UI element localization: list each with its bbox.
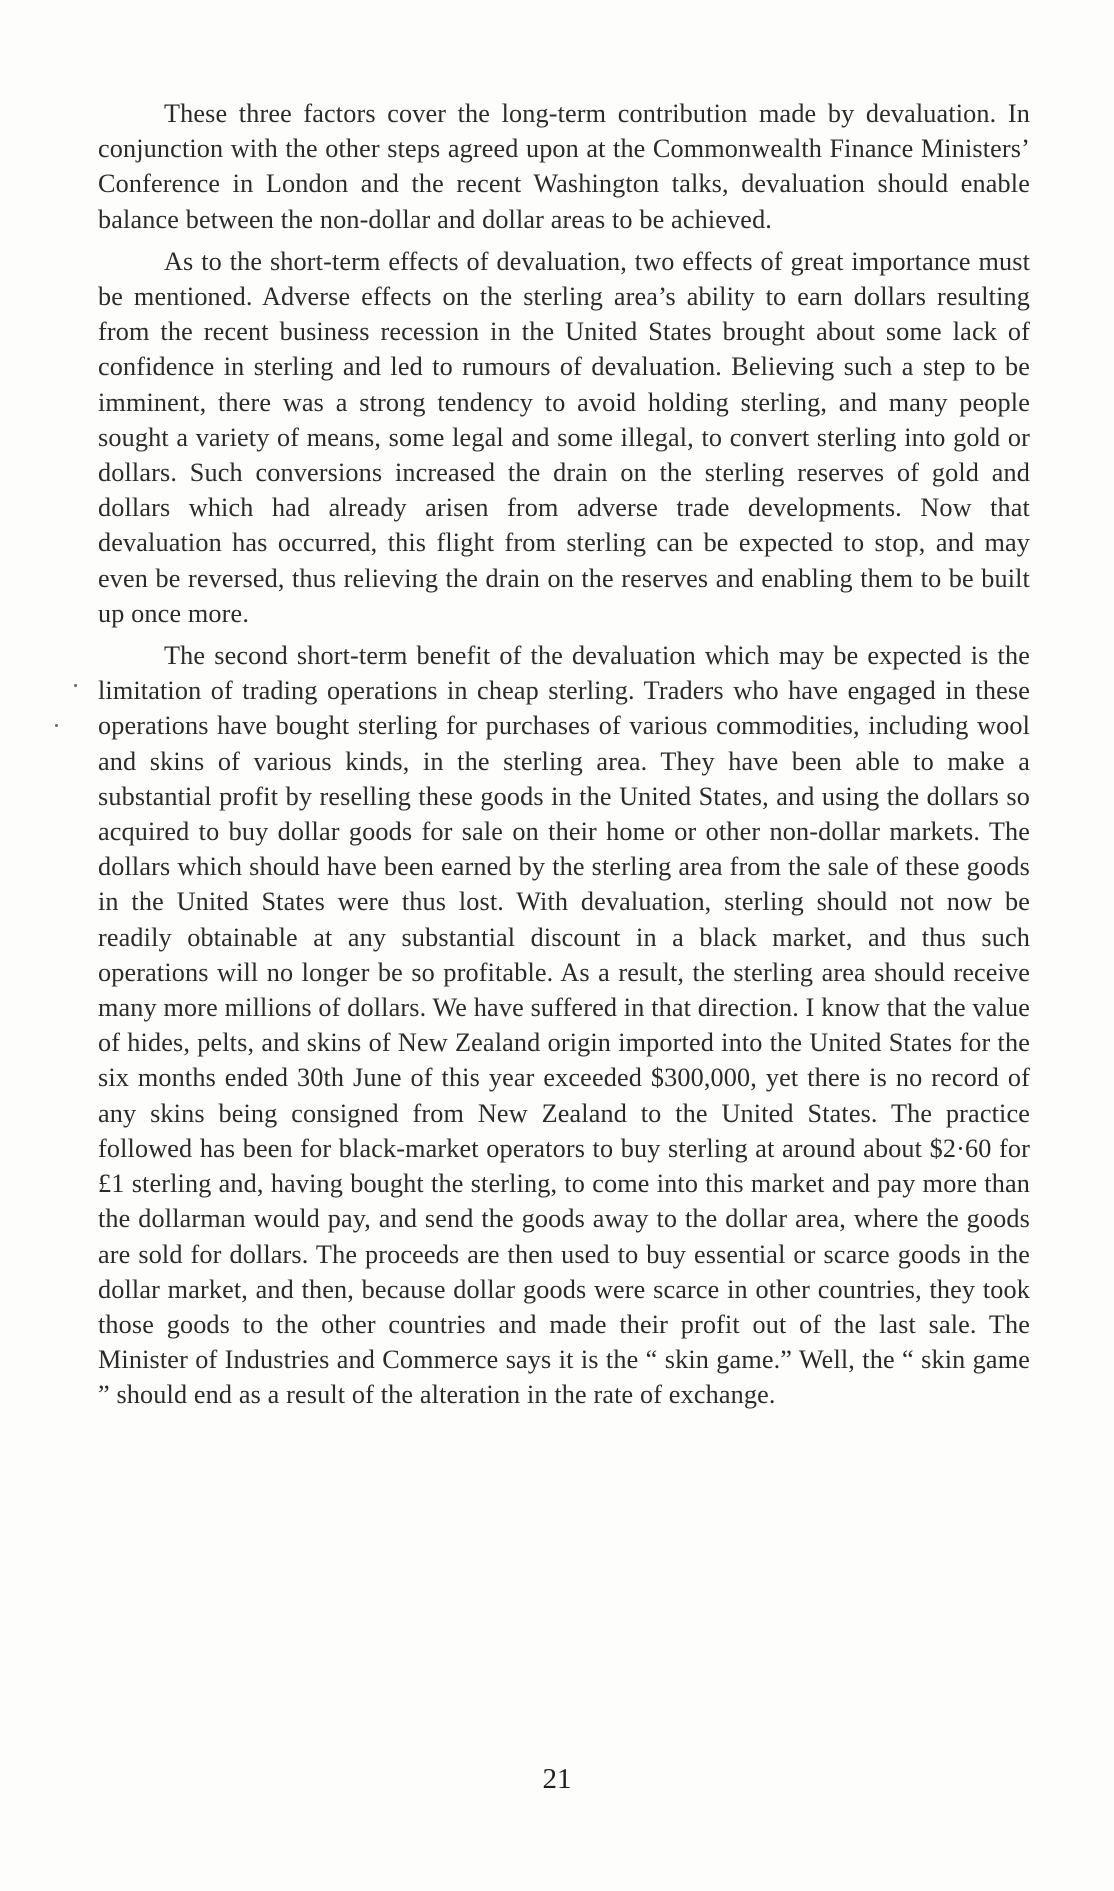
margin-speck <box>74 684 77 687</box>
body-text <box>98 96 1030 1420</box>
page-number: 21 <box>542 1763 572 1795</box>
margin-speck <box>55 724 58 727</box>
paragraph-1: These three factors cover the long-term contribution made by devaluation. In conjunction with the other steps agreed upon at the Commonwealth Finance Ministers’ Conference in London and the recent Washington talks, devaluation should enable balance between the non-dollar and dollar areas to be achieved. <box>98 99 1030 234</box>
paragraph-3: The second short-term benefit of the devaluation which may be expected is the limitation of trading operations in cheap sterling. Traders who have engaged in these operations have bought sterling for purchases of various commodities, including wool and skins of various kinds, in the sterling area. They have been able to make a substantial profit by reselling these goods in the United States, and using the dollars so acquired to buy dollar goods for sale on their home or other non-dollar markets. The dollars which should have been earned by the sterling area from the sale of these goods in the United States were thus lost. With devaluation, sterling should not now be readily obtainable at any substantial discount in a black market, and thus such operations will no longer be so profitable. As a result, the sterling area should receive many more millions of dollars. We have suffered in that direction. I know that the value of hides, pelts, and skins of New Zealand origin imported into the United States for the six months ended 30th June of this year exceeded $300,000, yet there is no record of any skins being consigned from New Zealand to the United States. The practice followed has been for black-market operators to buy sterling at around about $2·60 for £1 sterling and, having bought the sterling, to come into this market and pay more than the dollarman would pay, and send the goods away to the dollar area, where the goods are sold for dollars. The proceeds are then used to buy essential or scarce goods in the dollar market, and then, because dollar goods were scarce in other countries, they took those goods to the other countries and made their profit out of the last sale. The Minister of Industries and Commerce says it is the “ skin game.” Well, the “ skin game ” should end as a result of the alteration in the rate of exchange. <box>98 641 1030 1410</box>
paragraph-2: As to the short-term effects of devaluation, two effects of great importance must be mentioned. Adverse effects on the sterling area’s ability to earn dollars resulting from the recent business recession in the United States brought about some lack of confidence in sterling and led to rumours of devaluation. Believing such a step to be imminent, there was a strong tendency to avoid holding sterling, and many people sought a variety of means, some legal and some illegal, to convert sterling into gold or dollars. Such conversions increased the drain on the sterling reserves of gold and dollars which had already arisen from adverse trade developments. Now that devaluation has occurred, this flight from sterling can be expected to stop, and may even be reversed, thus relieving the drain on the reserves and enabling them to be built up once more. <box>98 246 1030 628</box>
